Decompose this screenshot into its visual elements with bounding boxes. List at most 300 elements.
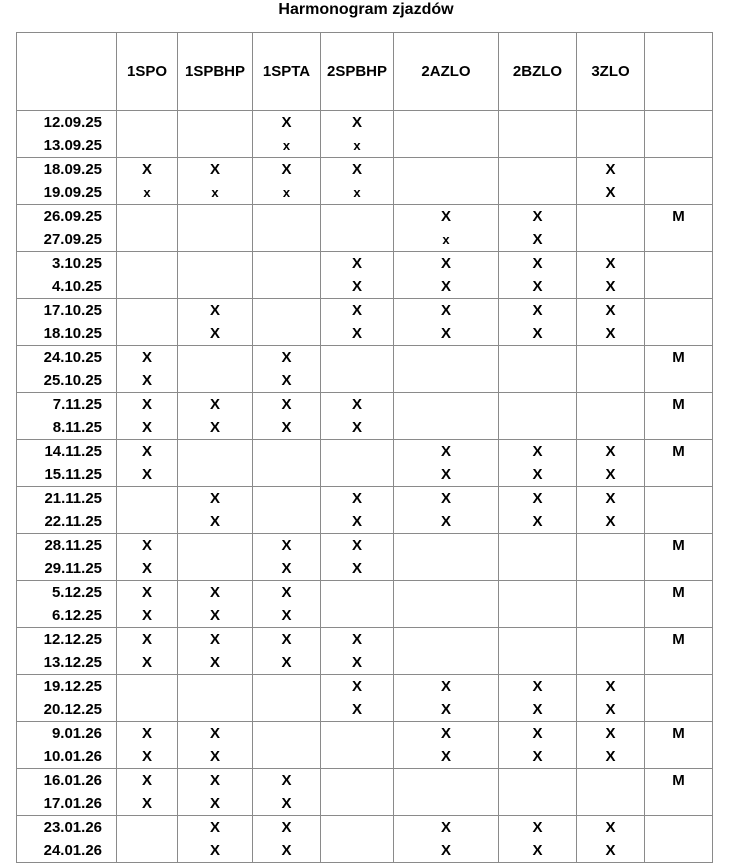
attendance-mark: X [281, 772, 292, 789]
attendance-mark [645, 228, 712, 251]
schedule-cell [645, 816, 713, 863]
attendance-mark: X [605, 302, 616, 319]
column-header: 1SPBHP [178, 33, 253, 111]
schedule-cell [117, 252, 178, 299]
attendance-mark: X [351, 278, 362, 295]
mark-m: M [672, 772, 685, 789]
attendance-mark: X [281, 396, 292, 413]
attendance-mark [321, 581, 393, 604]
schedule-cell [499, 816, 577, 863]
attendance-mark [499, 369, 576, 392]
attendance-mark [645, 369, 712, 392]
schedule-cell [321, 769, 394, 816]
attendance-mark [117, 839, 177, 862]
schedule-cell [178, 158, 253, 205]
attendance-mark: X [532, 513, 543, 530]
attendance-mark [178, 346, 252, 369]
date-label: 15.11.25 [44, 466, 102, 483]
schedule-cell [321, 111, 394, 158]
attendance-mark: X [440, 208, 451, 225]
schedule-cell [178, 111, 253, 158]
attendance-mark: X [281, 114, 292, 131]
mark-m: M [672, 208, 685, 225]
schedule-cell [178, 722, 253, 769]
schedule-cell [321, 628, 394, 675]
schedule-cell [499, 581, 577, 628]
date-label: 22.11.25 [44, 513, 102, 530]
attendance-mark [253, 205, 320, 228]
date-cell [17, 111, 117, 158]
schedule-cell [394, 252, 499, 299]
date-label: 26.09.25 [43, 208, 102, 225]
attendance-mark [394, 792, 498, 815]
attendance-mark: x [143, 185, 151, 200]
schedule-cell [117, 675, 178, 722]
attendance-mark [394, 769, 498, 792]
attendance-mark [499, 416, 576, 439]
schedule-cell [394, 628, 499, 675]
schedule-cell [645, 769, 713, 816]
schedule-cell [321, 675, 394, 722]
schedule-cell [499, 628, 577, 675]
attendance-mark: X [209, 161, 220, 178]
schedule-cell [178, 440, 253, 487]
schedule-cell [645, 393, 713, 440]
attendance-mark: X [281, 819, 292, 836]
schedule-cell [577, 393, 645, 440]
attendance-mark [321, 604, 393, 627]
schedule-cell [253, 675, 321, 722]
schedule-cell [321, 393, 394, 440]
attendance-mark [645, 792, 712, 815]
date-cell [17, 393, 117, 440]
date-cell [17, 252, 117, 299]
attendance-mark [321, 769, 393, 792]
attendance-mark [253, 698, 320, 721]
attendance-mark [499, 604, 576, 627]
date-label: 7.11.25 [52, 396, 102, 413]
attendance-mark: X [605, 842, 616, 859]
attendance-mark: X [141, 795, 152, 812]
attendance-mark: X [532, 725, 543, 742]
attendance-mark: X [141, 161, 152, 178]
attendance-mark: x [211, 185, 219, 200]
schedule-cell [178, 769, 253, 816]
weekend-row [17, 205, 713, 252]
attendance-mark [577, 651, 644, 674]
schedule-cell [178, 393, 253, 440]
column-header: 1SPO [117, 33, 178, 111]
schedule-cell [499, 534, 577, 581]
attendance-mark: X [440, 819, 451, 836]
attendance-mark: X [351, 396, 362, 413]
attendance-mark: x [282, 138, 291, 153]
date-label: 20.12.25 [43, 701, 102, 718]
schedule-cell [253, 769, 321, 816]
schedule-cell [577, 111, 645, 158]
attendance-mark [394, 346, 498, 369]
attendance-mark [117, 111, 177, 134]
attendance-mark: X [209, 607, 220, 624]
attendance-mark [645, 275, 712, 298]
attendance-mark: X [141, 725, 152, 742]
date-label: 21.11.25 [44, 490, 102, 507]
schedule-cell [577, 816, 645, 863]
attendance-mark [321, 816, 393, 839]
attendance-mark [178, 463, 252, 486]
schedule-cell [178, 487, 253, 534]
attendance-mark [645, 322, 712, 345]
schedule-cell [499, 487, 577, 534]
attendance-mark: X [141, 419, 152, 436]
attendance-mark [178, 534, 252, 557]
schedule-cell [499, 252, 577, 299]
schedule-cell [645, 534, 713, 581]
attendance-mark: X [440, 701, 451, 718]
attendance-mark: X [605, 184, 616, 201]
schedule-cell [117, 769, 178, 816]
schedule-cell [577, 158, 645, 205]
attendance-mark [645, 698, 712, 721]
attendance-mark [577, 534, 644, 557]
attendance-mark: X [532, 678, 543, 695]
schedule-cell [253, 581, 321, 628]
column-header: 3ZLO [577, 33, 645, 111]
schedule-cell [645, 252, 713, 299]
attendance-mark [394, 604, 498, 627]
attendance-mark [321, 839, 393, 862]
attendance-mark: X [440, 725, 451, 742]
schedule-cell [394, 534, 499, 581]
attendance-mark [645, 651, 712, 674]
date-label: 18.09.25 [43, 161, 102, 178]
attendance-mark [499, 792, 576, 815]
schedule-cell [577, 581, 645, 628]
attendance-mark: X [281, 537, 292, 554]
schedule-cell [178, 628, 253, 675]
attendance-mark: X [281, 161, 292, 178]
attendance-mark [645, 675, 712, 698]
attendance-mark: X [440, 490, 451, 507]
schedule-cell [117, 487, 178, 534]
date-label: 12.12.25 [43, 631, 102, 648]
attendance-mark [117, 487, 177, 510]
attendance-mark [645, 487, 712, 510]
weekend-row [17, 158, 713, 205]
date-label: 18.10.25 [43, 325, 102, 342]
attendance-mark [321, 792, 393, 815]
attendance-mark: X [209, 325, 220, 342]
schedule-cell [577, 675, 645, 722]
attendance-mark: X [141, 396, 152, 413]
attendance-mark [499, 111, 576, 134]
weekend-row [17, 440, 713, 487]
schedule-cell [178, 346, 253, 393]
schedule-cell [577, 346, 645, 393]
schedule-cell [321, 252, 394, 299]
attendance-mark [645, 416, 712, 439]
schedule-cell [499, 440, 577, 487]
schedule-cell [253, 393, 321, 440]
date-cell [17, 299, 117, 346]
date-cell [17, 628, 117, 675]
attendance-mark [321, 722, 393, 745]
attendance-mark [645, 252, 712, 275]
attendance-mark [394, 158, 498, 181]
attendance-mark: X [141, 466, 152, 483]
attendance-mark: X [351, 560, 362, 577]
schedule-cell [253, 252, 321, 299]
attendance-mark: X [281, 842, 292, 859]
date-label: 29.11.25 [44, 560, 102, 577]
attendance-mark: X [281, 631, 292, 648]
attendance-mark: X [209, 772, 220, 789]
attendance-mark: X [605, 466, 616, 483]
schedule-cell [117, 111, 178, 158]
weekend-row [17, 487, 713, 534]
date-label: 4.10.25 [51, 278, 102, 295]
attendance-mark [394, 628, 498, 651]
schedule-cell [321, 487, 394, 534]
attendance-mark: X [605, 748, 616, 765]
schedule-cell [178, 299, 253, 346]
attendance-mark [178, 228, 252, 251]
attendance-mark: X [141, 607, 152, 624]
schedule-cell [253, 534, 321, 581]
attendance-mark [645, 510, 712, 533]
attendance-mark [645, 158, 712, 181]
attendance-mark: X [209, 584, 220, 601]
attendance-mark [577, 581, 644, 604]
attendance-mark: X [605, 278, 616, 295]
schedule-cell [645, 299, 713, 346]
date-label: 24.10.25 [43, 349, 102, 366]
attendance-mark: X [351, 654, 362, 671]
schedule-cell [253, 487, 321, 534]
schedule-cell [577, 299, 645, 346]
weekend-row [17, 628, 713, 675]
attendance-mark [321, 228, 393, 251]
attendance-mark [499, 581, 576, 604]
schedule-cell [394, 816, 499, 863]
schedule-cell [253, 816, 321, 863]
schedule-cell [394, 722, 499, 769]
attendance-mark: X [281, 349, 292, 366]
date-label: 6.12.25 [51, 607, 102, 624]
schedule-cell [499, 205, 577, 252]
schedule-body [17, 111, 713, 863]
attendance-mark: X [605, 819, 616, 836]
weekend-row [17, 252, 713, 299]
schedule-cell [499, 675, 577, 722]
weekend-row [17, 534, 713, 581]
attendance-mark [577, 228, 644, 251]
schedule-cell [253, 346, 321, 393]
attendance-mark: X [532, 255, 543, 272]
schedule-cell [253, 111, 321, 158]
date-cell [17, 158, 117, 205]
attendance-mark: X [532, 819, 543, 836]
attendance-mark [253, 510, 320, 533]
attendance-mark [117, 205, 177, 228]
attendance-mark [117, 698, 177, 721]
attendance-mark: X [209, 396, 220, 413]
schedule-cell [577, 628, 645, 675]
schedule-cell [178, 252, 253, 299]
date-cell [17, 205, 117, 252]
attendance-mark [117, 299, 177, 322]
attendance-mark: X [440, 255, 451, 272]
attendance-mark: x [353, 138, 361, 153]
attendance-mark [117, 675, 177, 698]
attendance-mark [178, 134, 252, 157]
date-label: 24.01.26 [43, 842, 102, 859]
schedule-cell [253, 158, 321, 205]
schedule-cell [321, 299, 394, 346]
schedule-cell [645, 346, 713, 393]
attendance-mark: X [281, 372, 292, 389]
schedule-cell [577, 769, 645, 816]
schedule-cell [645, 440, 713, 487]
attendance-mark: X [440, 443, 451, 460]
attendance-mark: x [353, 185, 361, 200]
attendance-mark [321, 369, 393, 392]
attendance-mark: X [281, 654, 292, 671]
column-header [645, 33, 713, 111]
weekend-row [17, 299, 713, 346]
schedule-cell [253, 205, 321, 252]
attendance-mark [577, 134, 644, 157]
attendance-mark: X [141, 584, 152, 601]
attendance-mark [178, 205, 252, 228]
schedule-cell [321, 158, 394, 205]
attendance-mark [499, 651, 576, 674]
attendance-mark: X [532, 443, 543, 460]
schedule-cell [577, 534, 645, 581]
schedule-cell [577, 252, 645, 299]
attendance-mark: X [209, 819, 220, 836]
date-label: 13.12.25 [43, 654, 102, 671]
attendance-mark: X [605, 443, 616, 460]
attendance-mark: X [605, 513, 616, 530]
attendance-mark: X [440, 302, 451, 319]
attendance-mark: X [141, 772, 152, 789]
attendance-mark: X [281, 795, 292, 812]
attendance-mark [321, 745, 393, 768]
date-label: 10.01.26 [43, 748, 102, 765]
schedule-cell [645, 675, 713, 722]
schedule-cell [178, 816, 253, 863]
date-label: 16.01.26 [43, 772, 102, 789]
attendance-mark: X [532, 325, 543, 342]
schedule-cell [321, 722, 394, 769]
attendance-mark [577, 346, 644, 369]
attendance-mark [499, 393, 576, 416]
schedule-cell [117, 158, 178, 205]
schedule-cell [178, 534, 253, 581]
date-label: 8.11.25 [52, 419, 102, 436]
attendance-mark [253, 745, 320, 768]
schedule-cell [253, 722, 321, 769]
schedule-cell [253, 628, 321, 675]
schedule-cell [178, 205, 253, 252]
schedule-cell [394, 675, 499, 722]
attendance-mark: X [605, 701, 616, 718]
attendance-mark [117, 510, 177, 533]
attendance-mark: X [532, 842, 543, 859]
attendance-mark: X [351, 678, 362, 695]
weekend-row [17, 722, 713, 769]
schedule-cell [499, 769, 577, 816]
attendance-mark [178, 675, 252, 698]
attendance-mark: X [351, 631, 362, 648]
schedule-cell [321, 346, 394, 393]
schedule-cell [117, 581, 178, 628]
attendance-mark: X [141, 654, 152, 671]
schedule-cell [117, 722, 178, 769]
attendance-mark [178, 557, 252, 580]
date-label: 5.12.25 [51, 584, 102, 601]
attendance-mark [499, 158, 576, 181]
attendance-mark: X [141, 631, 152, 648]
date-cell [17, 816, 117, 863]
schedule-cell [645, 205, 713, 252]
schedule-cell [577, 722, 645, 769]
attendance-mark [645, 816, 712, 839]
attendance-mark: X [351, 419, 362, 436]
schedule-cell [117, 816, 178, 863]
attendance-mark [253, 228, 320, 251]
schedule-cell [645, 628, 713, 675]
attendance-mark: X [532, 231, 543, 248]
attendance-mark: X [281, 419, 292, 436]
schedule-cell [394, 393, 499, 440]
attendance-mark: X [351, 325, 362, 342]
attendance-mark [178, 111, 252, 134]
attendance-mark [178, 440, 252, 463]
schedule-cell [394, 158, 499, 205]
weekend-row [17, 675, 713, 722]
attendance-mark: X [209, 795, 220, 812]
date-label: 19.09.25 [43, 184, 102, 201]
attendance-mark [178, 369, 252, 392]
schedule-cell [321, 581, 394, 628]
attendance-mark [577, 792, 644, 815]
attendance-mark [499, 346, 576, 369]
schedule-cell [253, 440, 321, 487]
attendance-mark: X [209, 842, 220, 859]
attendance-mark: X [209, 513, 220, 530]
weekend-row [17, 393, 713, 440]
header-date-cell [17, 33, 117, 111]
schedule-cell [394, 346, 499, 393]
mark-m: M [672, 443, 685, 460]
attendance-mark [499, 557, 576, 580]
attendance-mark: X [351, 490, 362, 507]
attendance-mark [178, 252, 252, 275]
attendance-mark: X [209, 302, 220, 319]
attendance-mark [321, 463, 393, 486]
attendance-mark [645, 604, 712, 627]
attendance-mark: X [141, 560, 152, 577]
document-title: Harmonogram zjazdów [278, 1, 454, 18]
attendance-mark [577, 111, 644, 134]
attendance-mark [499, 534, 576, 557]
attendance-mark: X [532, 748, 543, 765]
date-label: 17.10.25 [43, 302, 102, 319]
attendance-mark: X [532, 701, 543, 718]
date-cell [17, 581, 117, 628]
